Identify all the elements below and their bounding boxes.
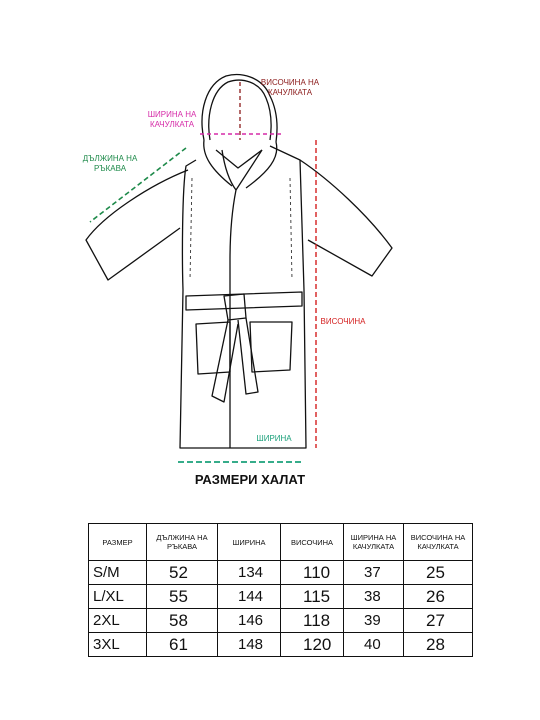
- belt-knot: [224, 294, 246, 320]
- hood-right-side: [246, 142, 277, 188]
- cell-hood-height: 27: [404, 609, 473, 633]
- hood-height-label: [240, 78, 340, 98]
- cell-height: 115: [281, 585, 344, 609]
- right-pocket: [250, 322, 292, 372]
- cell-hood-height: 28: [404, 633, 473, 657]
- right-seam: [290, 178, 292, 280]
- robe-left-body: [180, 160, 236, 448]
- sleeve-length-label: [70, 154, 150, 174]
- table-row: [89, 561, 473, 585]
- cell-width: 146: [218, 609, 281, 633]
- header-sleeve-length: ДЪЛЖИНА НА РЪКАВА: [147, 524, 218, 561]
- header-width: ШИРИНА: [218, 524, 281, 561]
- hood-width-label-line2: КАЧУЛКАТА: [149, 120, 195, 129]
- cell-hood-width: 39: [344, 609, 404, 633]
- width-label: ШИРИНА: [256, 434, 292, 443]
- robe-right-body: [236, 146, 306, 448]
- header-height: ВИСОЧИНА: [281, 524, 344, 561]
- left-pocket: [196, 322, 230, 374]
- cell-sleeve-length: 58: [147, 609, 218, 633]
- cell-size: S/M: [89, 561, 147, 585]
- cell-height: 120: [281, 633, 344, 657]
- cell-hood-width: 40: [344, 633, 404, 657]
- lapel-line: [222, 150, 262, 190]
- chart-title: РАЗМЕРИ ХАЛАТ: [194, 472, 306, 487]
- cell-size: L/XL: [89, 585, 147, 609]
- height-label: ВИСОЧИНА: [320, 317, 366, 326]
- cell-height: 110: [281, 561, 344, 585]
- hood-height-label-line1: ВИСОЧИНА НА: [260, 78, 320, 87]
- right-sleeve: [300, 160, 392, 276]
- cell-width: 148: [218, 633, 281, 657]
- size-table: [88, 523, 473, 657]
- sleeve-length-label-line2: РЪКАВА: [93, 164, 127, 173]
- belt-tail-left: [212, 320, 238, 402]
- hood-height-label-line2: КАЧУЛКАТА: [267, 88, 313, 97]
- cell-sleeve-length: 52: [147, 561, 218, 585]
- belt-tail-right: [238, 318, 258, 394]
- header-hood-width: ШИРИНА НА КАЧУЛКАТА: [344, 524, 404, 561]
- cell-width: 144: [218, 585, 281, 609]
- left-seam: [190, 178, 192, 280]
- cell-height: 118: [281, 609, 344, 633]
- table-row: [89, 633, 473, 657]
- left-sleeve: [86, 170, 188, 280]
- header-hood-height: ВИСОЧИНА НА КАЧУЛКАТА: [404, 524, 473, 561]
- header-size: РАЗМЕР: [89, 524, 147, 561]
- cell-sleeve-length: 61: [147, 633, 218, 657]
- cell-hood-width: 38: [344, 585, 404, 609]
- cell-hood-width: 37: [344, 561, 404, 585]
- cell-size: 2XL: [89, 609, 147, 633]
- table-row: [89, 609, 473, 633]
- hood-width-label-line1: ШИРИНА НА: [147, 110, 197, 119]
- cell-size: 3XL: [89, 633, 147, 657]
- cell-hood-height: 26: [404, 585, 473, 609]
- cell-width: 134: [218, 561, 281, 585]
- sleeve-length-label-line1: ДЪЛЖИНА НА: [82, 154, 138, 163]
- hood-width-label: [132, 110, 212, 130]
- cell-sleeve-length: 55: [147, 585, 218, 609]
- table-header-row: [89, 524, 473, 561]
- cell-hood-height: 25: [404, 561, 473, 585]
- table-row: [89, 585, 473, 609]
- hood-left-side: [204, 140, 232, 186]
